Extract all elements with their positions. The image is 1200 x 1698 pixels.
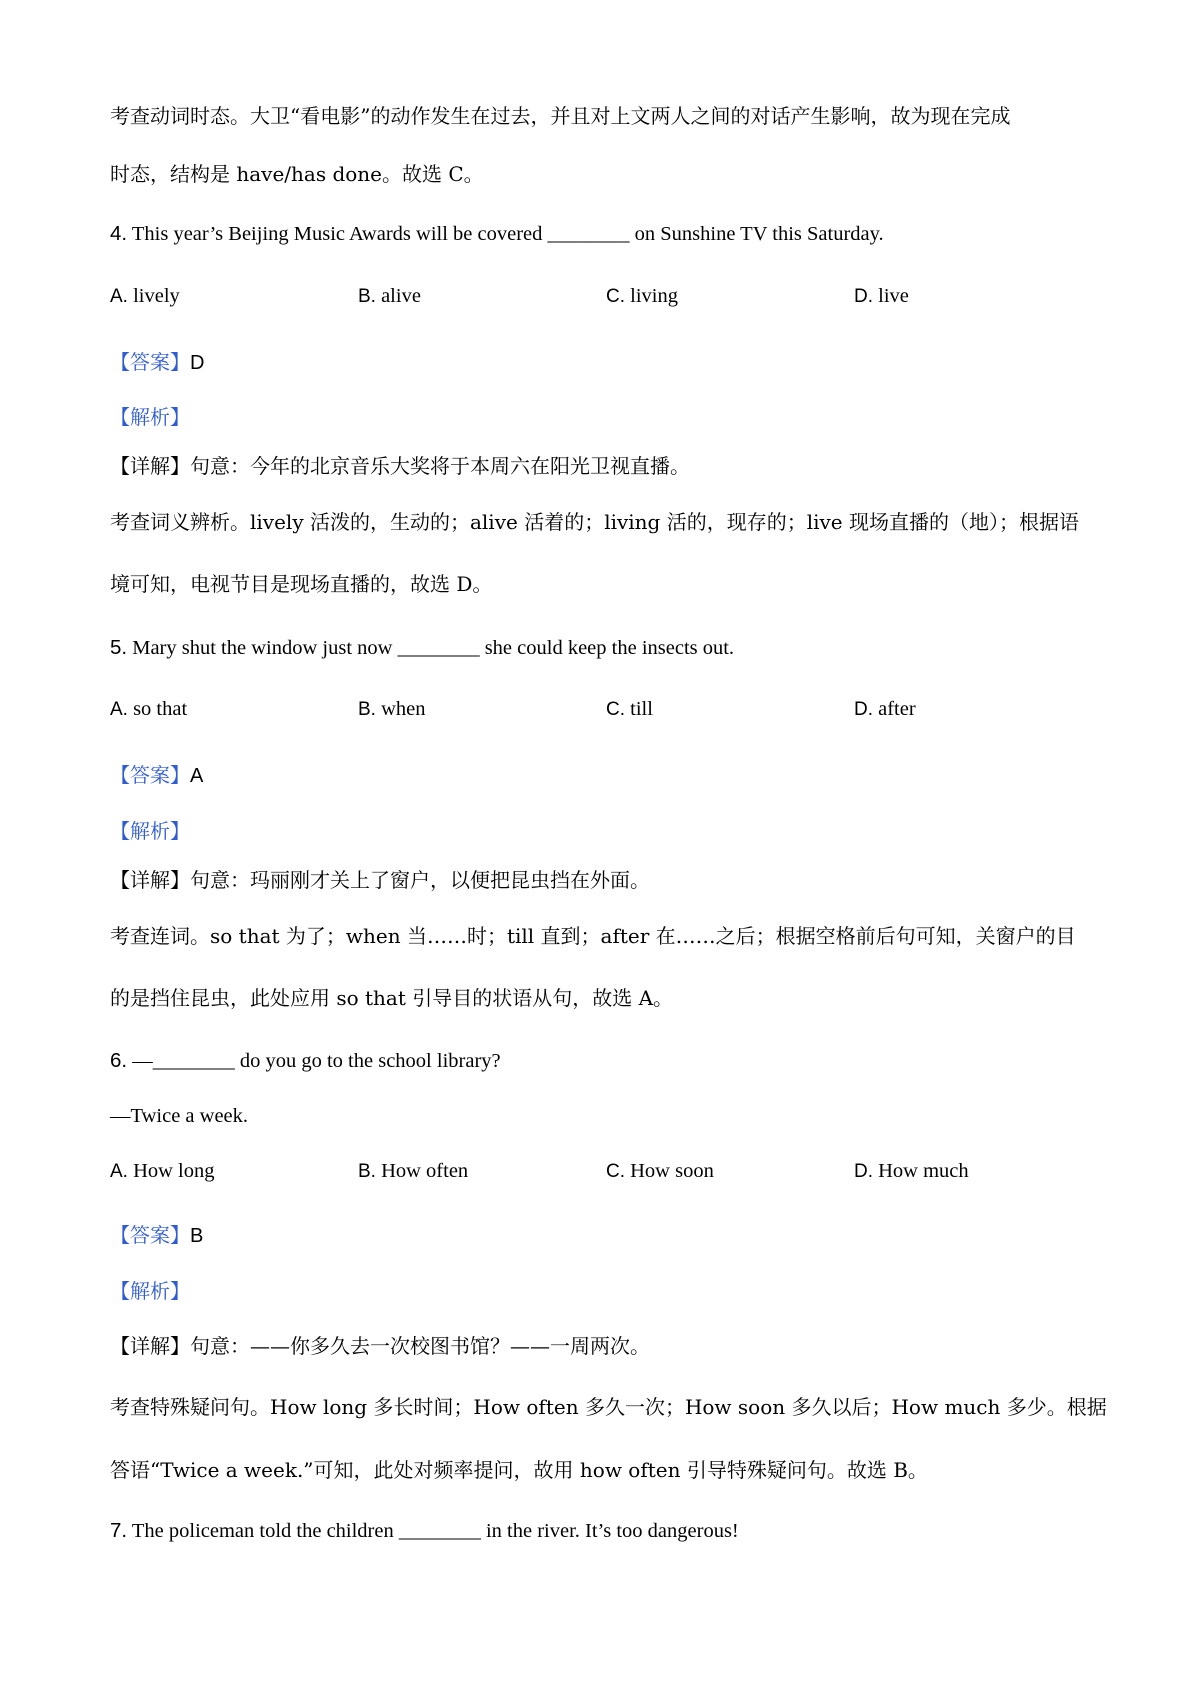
q5-question [110, 634, 734, 662]
q4-answer [110, 348, 204, 377]
q6-answer [110, 1221, 203, 1250]
q4-option-c-letter: C. [606, 286, 625, 307]
q5-number: 5. [110, 636, 128, 659]
q5-analysis-label: 【解析】 [110, 819, 190, 843]
q6-option-a-letter: A. [110, 1161, 128, 1182]
q5-option-a[interactable] [110, 695, 187, 724]
q6-number: 6. [110, 1049, 128, 1072]
q6-detail [110, 1332, 650, 1360]
q5-answer [110, 761, 203, 790]
q5-option-b[interactable] [358, 695, 425, 724]
q5-detail-label: 【详解】 [110, 868, 190, 892]
q6-analysis-label: 【解析】 [110, 1279, 190, 1303]
q6-question [110, 1047, 501, 1075]
q5-explain-line-2: 的是挡住昆虫，此处应用 so that 引导目的状语从句，故选 A。 [110, 986, 674, 1010]
q6-option-b-letter: B. [358, 1161, 376, 1182]
q4-question [110, 220, 884, 248]
q4-option-d-text: live [878, 285, 909, 307]
q4-option-b-text: alive [381, 285, 421, 307]
q4-option-b-letter: B. [358, 286, 376, 307]
q5-answer-label: 【答案】 [110, 763, 190, 787]
q6-answer-value: B [190, 1225, 204, 1247]
q5-option-c-letter: C. [606, 699, 625, 720]
q6-option-d-text: How much [878, 1160, 969, 1182]
q7-question [110, 1517, 739, 1545]
q5-option-c-text: till [630, 698, 653, 720]
q4-option-c[interactable] [606, 282, 678, 311]
q6-explain-line-1: 考查特殊疑问句。How long 多长时间；How often 多久一次；How soon 多久以后；How much 多少。根据 [110, 1395, 1107, 1419]
q4-option-c-text: living [630, 285, 678, 307]
q4-option-a-letter: A. [110, 286, 128, 307]
q4-option-b[interactable] [358, 282, 421, 311]
q6-detail-text: 句意：——你多久去一次校图书馆？——一周两次。 [190, 1334, 650, 1358]
q6-option-c[interactable] [606, 1157, 714, 1186]
q6-option-c-text: How soon [630, 1160, 714, 1182]
q6-option-d-letter: D. [854, 1161, 873, 1182]
q4-option-d[interactable] [854, 282, 909, 311]
q6-detail-label: 【详解】 [110, 1334, 190, 1358]
q7-number: 7. [110, 1519, 128, 1542]
q5-option-d-letter: D. [854, 699, 873, 720]
q4-number: 4. [110, 222, 128, 245]
q6-option-b-text: How often [381, 1160, 469, 1182]
q4-detail [110, 452, 690, 480]
q4-option-d-letter: D. [854, 286, 873, 307]
q5-answer-value: A [190, 765, 204, 787]
q6-option-c-letter: C. [606, 1161, 625, 1182]
q5-option-c[interactable] [606, 695, 653, 724]
q6-question-text: —________ do you go to the school library? [132, 1050, 501, 1072]
q6-option-a-text: How long [133, 1160, 215, 1182]
q6-reply: —Twice a week. [110, 1105, 249, 1127]
q4-analysis-label: 【解析】 [110, 405, 190, 429]
q5-option-d[interactable] [854, 695, 916, 724]
q5-detail [110, 866, 650, 894]
q6-option-b[interactable] [358, 1157, 468, 1186]
q6-option-a[interactable] [110, 1157, 215, 1186]
q3-analysis-line-2: 时态，结构是 have/has done。故选 C。 [110, 162, 484, 186]
q5-option-b-letter: B. [358, 699, 376, 720]
q6-option-d[interactable] [854, 1157, 969, 1186]
q3-analysis-line-1: 考查动词时态。大卫“看电影”的动作发生在过去，并且对上文两人之间的对话产生影响，故为现在完成 [110, 104, 1011, 128]
q4-explain-line-1: 考查词义辨析。lively 活泼的，生动的；alive 活着的；living 活的，现存的；live 现场直播的（地）；根据语 [110, 510, 1080, 534]
q4-explain-line-2: 境可知，电视节目是现场直播的，故选 D。 [110, 572, 493, 596]
q4-question-text: This year’s Beijing Music Awards will be covered ________ on Sunshine TV this Saturday. [131, 223, 884, 245]
q4-answer-label: 【答案】 [110, 350, 190, 374]
q5-explain-line-1: 考查连词。so that 为了；when 当……时；till 直到；after 在……之后；根据空格前后句可知，关窗户的目 [110, 924, 1076, 948]
q5-option-b-text: when [381, 698, 426, 720]
q5-detail-text: 句意：玛丽刚才关上了窗户，以便把昆虫挡在外面。 [190, 868, 650, 892]
q5-option-a-letter: A. [110, 699, 128, 720]
q5-option-d-text: after [878, 698, 916, 720]
q5-option-a-text: so that [133, 698, 188, 720]
q4-option-a[interactable] [110, 282, 180, 311]
q4-option-a-text: lively [133, 285, 180, 307]
q4-detail-label: 【详解】 [110, 454, 190, 478]
q6-answer-label: 【答案】 [110, 1223, 190, 1247]
q7-question-text: The policeman told the children ________ in the river. It’s too dangerous! [131, 1520, 739, 1542]
q6-explain-line-2: 答语“Twice a week.”可知，此处对频率提问，故用 how often 引导特殊疑问句。故选 B。 [110, 1458, 928, 1482]
q5-question-text: Mary shut the window just now ________ she could keep the insects out. [132, 637, 735, 659]
q4-answer-value: D [190, 352, 205, 374]
q4-detail-text: 句意：今年的北京音乐大奖将于本周六在阳光卫视直播。 [190, 454, 690, 478]
